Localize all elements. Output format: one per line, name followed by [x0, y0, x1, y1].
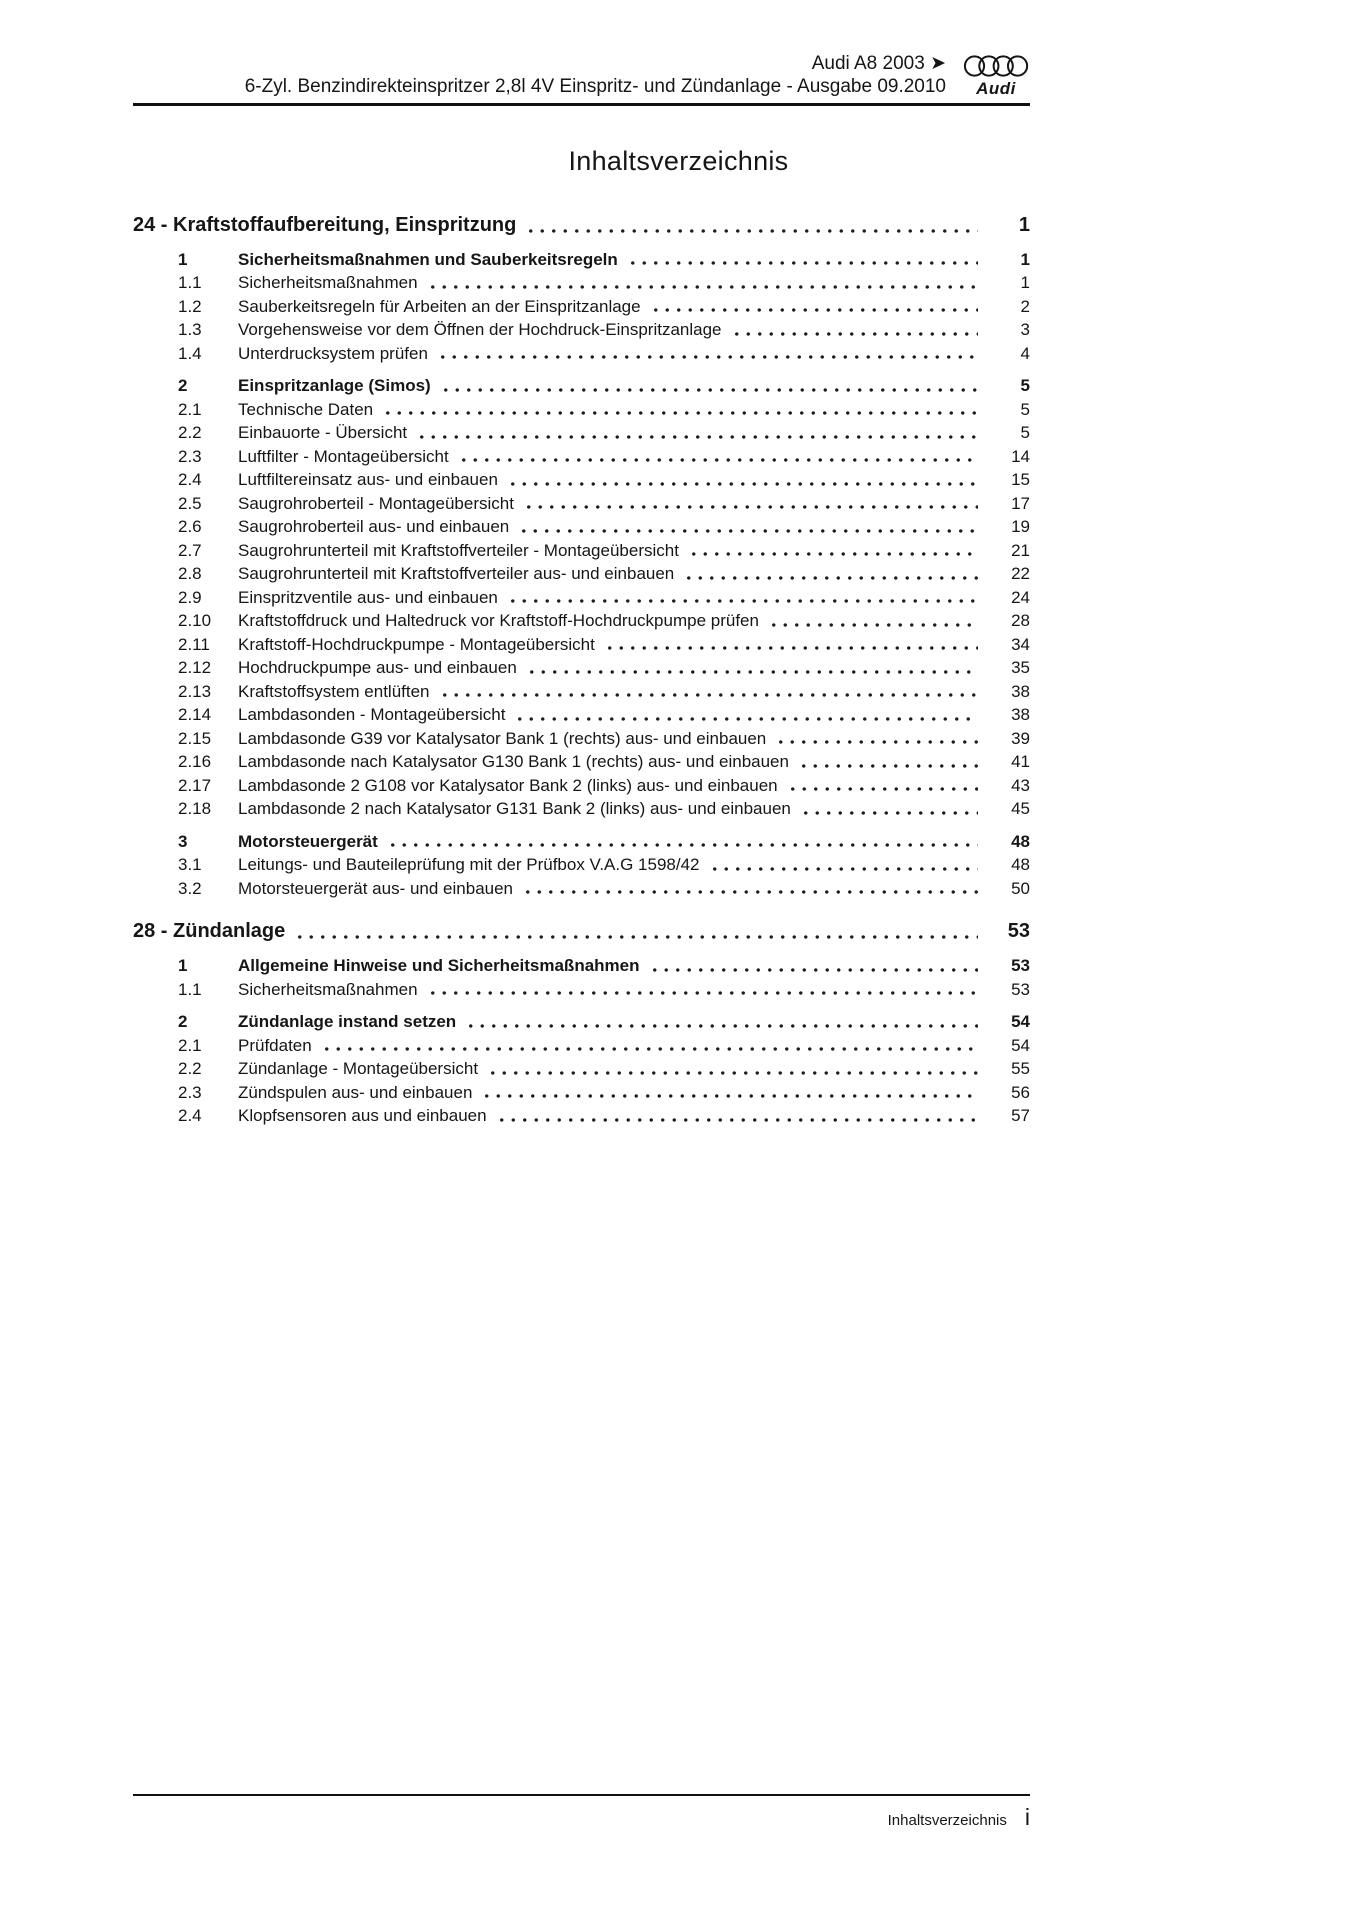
- toc-entry-title: Zündanlage - Montageübersicht: [238, 1059, 479, 1078]
- toc-entry-title: Zündanlage instand setzen: [238, 1012, 457, 1031]
- toc-entry-title: Zündspulen aus- und einbauen: [238, 1082, 473, 1102]
- toc-entry-number: 3.2: [178, 878, 202, 898]
- toc-entry-page: 43: [1011, 775, 1030, 795]
- footer-page-number: i: [1024, 1803, 1030, 1830]
- dot-leader: [382, 398, 978, 422]
- dot-leader: [649, 954, 979, 978]
- toc-entry-number: 2.14: [178, 705, 212, 724]
- toc-entry-row: [133, 421, 1030, 445]
- toc-entry-title: Lambdasonde 2 nach Katalysator G131 Bank 2 (links) aus- und einbauen: [238, 799, 791, 818]
- dot-leader: [427, 271, 978, 295]
- toc-entry-number: 2.10: [178, 611, 212, 630]
- toc-entry-row: [133, 398, 1030, 422]
- toc-entry-page: 55: [1011, 1059, 1030, 1078]
- dot-leader: [507, 468, 978, 492]
- toc-entry-title: Hochdruckpumpe aus- und einbauen: [238, 658, 517, 677]
- dot-leader: [523, 492, 978, 516]
- toc-chapter-title: 24 - Kraftstoffaufbereitung, Einspritzung: [133, 213, 517, 236]
- dot-leader: [650, 295, 978, 319]
- toc-entry-row: [133, 445, 1030, 469]
- toc-entry-number: 2.8: [178, 564, 202, 583]
- dot-leader: [440, 374, 978, 398]
- toc-entry-page: 54: [1011, 1012, 1030, 1031]
- toc-entry-number: 2.4: [178, 470, 202, 489]
- toc-entry-number: 2.18: [178, 799, 212, 818]
- toc-entry-page: 5: [1020, 399, 1030, 419]
- toc-chapter-title: 28 - Zündanlage: [133, 920, 286, 942]
- toc-entry-page: 50: [1011, 878, 1030, 898]
- toc-entry-number: 2.1: [178, 1035, 202, 1055]
- toc-entry-number: 3: [178, 831, 188, 851]
- toc-entry-row: [133, 877, 1030, 901]
- toc-entry-page: 1: [1020, 249, 1030, 269]
- dot-leader: [514, 703, 978, 727]
- toc-entry-row: [133, 680, 1030, 704]
- toc-entry-row: [133, 318, 1030, 342]
- dot-leader: [437, 342, 978, 366]
- toc-entry-row: [133, 248, 1030, 272]
- toc-entry-title: Leitungs- und Bauteileprüfung mit der Prüfbox V.A.G 1598/42: [238, 855, 700, 874]
- dot-leader: [416, 421, 978, 445]
- toc-entry-title: Einbauorte - Übersicht: [238, 423, 408, 442]
- toc-entry-row: [133, 1010, 1030, 1034]
- toc-entry-title: Einspritzanlage (Simos): [238, 376, 431, 395]
- toc-entry-number: 2.2: [178, 423, 202, 442]
- toc-entry-title: Saugrohrunterteil mit Kraftstoffverteiler - Montageübersicht: [238, 540, 679, 560]
- toc-entry-title: Lambdasonden - Montageübersicht: [238, 705, 506, 724]
- toc-chapter-page: 1: [1018, 213, 1030, 236]
- toc-entry-number: 2.12: [178, 658, 212, 677]
- toc-entry-row: [133, 978, 1030, 1002]
- toc-entry-page: 56: [1011, 1082, 1030, 1102]
- toc-entry-title: Luftfiltereinsatz aus- und einbauen: [238, 470, 498, 489]
- toc-entry-row: [133, 492, 1030, 516]
- toc-entry-number: 1: [178, 249, 188, 269]
- toc-entry-number: 2.2: [178, 1059, 202, 1078]
- toc-entry-title: Motorsteuergerät: [238, 831, 378, 851]
- toc-entry-page: 14: [1011, 446, 1030, 466]
- toc-entry-number: 2.3: [178, 1082, 202, 1102]
- toc-entry-title: Motorsteuergerät aus- und einbauen: [238, 878, 514, 898]
- toc-entry-page: 54: [1011, 1035, 1030, 1055]
- toc-entry-number: 2.15: [178, 728, 212, 748]
- toc-entry-number: 2.4: [178, 1106, 202, 1125]
- toc-entry-title: Luftfilter - Montageübersicht: [238, 446, 449, 466]
- toc-entry-number: 2.6: [178, 517, 202, 536]
- toc-entry-row: [133, 342, 1030, 366]
- toc-entry-row: [133, 1081, 1030, 1105]
- toc-entry-number: 2.9: [178, 587, 202, 607]
- toc-entry-number: 2.3: [178, 446, 202, 466]
- page-title: Inhaltsverzeichnis: [568, 145, 789, 176]
- toc-entry-number: 1: [178, 956, 188, 975]
- toc-entry-title: Technische Daten: [238, 399, 374, 419]
- toc-entry-page: 53: [1011, 956, 1030, 975]
- toc-entry-row: [133, 539, 1030, 563]
- dot-leader: [798, 750, 978, 774]
- toc-entry-row: [133, 656, 1030, 680]
- toc-entry-number: 2: [178, 376, 188, 395]
- toc-entry-row: [133, 853, 1030, 877]
- toc-entry-page: 21: [1011, 540, 1030, 560]
- dot-leader: [439, 680, 979, 704]
- toc-entry-title: Sicherheitsmaßnahmen: [238, 273, 418, 292]
- dot-leader: [458, 445, 978, 469]
- toc-entry-number: 2.11: [178, 634, 210, 654]
- dot-leader: [518, 515, 978, 539]
- toc-entry-number: 1.1: [178, 979, 202, 999]
- toc-entry-title: Unterdrucksystem prüfen: [238, 343, 428, 363]
- toc-entry-row: [133, 562, 1030, 586]
- audi-wordmark: Audi: [976, 79, 1016, 98]
- toc-entry-number: 1.3: [178, 320, 202, 339]
- toc-entry-row: [133, 727, 1030, 751]
- table-of-contents: [133, 211, 1030, 1128]
- toc-entry-row: [133, 515, 1030, 539]
- dot-leader: [526, 656, 978, 680]
- dot-leader: [731, 318, 978, 342]
- header-subtitle-line: 6-Zyl. Benzindirekteinspritzer 2,8l 4V Einspritz- und Zündanlage - Ausgabe 09.2010: [244, 76, 946, 97]
- dot-leader: [775, 727, 978, 751]
- toc-chapter-row: [133, 211, 1030, 239]
- dot-leader: [427, 978, 978, 1002]
- toc-entry-number: 1.4: [178, 343, 202, 363]
- toc-entry-row: [133, 295, 1030, 319]
- document-header: [133, 0, 1030, 98]
- dot-leader: [522, 877, 978, 901]
- toc-entry-page: 53: [1011, 979, 1030, 999]
- toc-entry-page: 48: [1011, 855, 1030, 874]
- toc-entry-row: [133, 633, 1030, 657]
- dot-leader: [496, 1104, 978, 1128]
- toc-entry-row: [133, 271, 1030, 295]
- toc-entry-page: 19: [1011, 517, 1030, 536]
- dot-leader: [683, 562, 978, 586]
- dot-leader: [507, 586, 978, 610]
- document-footer: [133, 1794, 1030, 1831]
- dot-leader: [525, 211, 978, 239]
- toc-entry-title: Kraftstoffsystem entlüften: [238, 681, 430, 701]
- toc-entry-page: 38: [1011, 681, 1030, 701]
- toc-entry-row: [133, 774, 1030, 798]
- toc-entry-page: 38: [1011, 705, 1030, 724]
- audi-rings-icon: [963, 53, 1029, 79]
- toc-entry-page: 24: [1011, 587, 1030, 607]
- toc-entry-row: [133, 703, 1030, 727]
- toc-entry-title: Saugrohroberteil - Montageübersicht: [238, 493, 514, 513]
- toc-entry-page: 28: [1011, 611, 1030, 630]
- toc-entry-title: Einspritzventile aus- und einbauen: [238, 587, 498, 607]
- toc-entry-title: Lambdasonde G39 vor Katalysator Bank 1 (rechts) aus- und einbauen: [238, 728, 767, 748]
- toc-entry-number: 2.17: [178, 775, 212, 795]
- dot-leader: [800, 797, 978, 821]
- dot-leader: [627, 248, 978, 272]
- header-divider: [133, 103, 1030, 106]
- toc-entry-row: [133, 609, 1030, 633]
- dot-leader: [321, 1034, 978, 1058]
- toc-entry-page: 15: [1011, 470, 1030, 489]
- toc-entry-number: 2.5: [178, 493, 202, 513]
- dot-leader: [604, 633, 978, 657]
- toc-entry-title: Sicherheitsmaßnahmen: [238, 979, 418, 999]
- toc-entry-number: 2.7: [178, 540, 202, 560]
- toc-chapter-page: 53: [1007, 920, 1030, 942]
- toc-entry-page: 5: [1020, 376, 1030, 395]
- toc-entry-number: 2.1: [178, 399, 202, 419]
- toc-entry-row: [133, 1034, 1030, 1058]
- toc-entry-title: Saugrohroberteil aus- und einbauen: [238, 517, 510, 536]
- toc-entry-title: Vorgehensweise vor dem Öffnen der Hochdruck-Einspritzanlage: [238, 320, 722, 339]
- toc-entry-row: [133, 954, 1030, 978]
- toc-entry-row: [133, 374, 1030, 398]
- dot-leader: [768, 609, 978, 633]
- toc-chapter-row: [133, 917, 1030, 945]
- toc-entry-page: 34: [1011, 634, 1030, 654]
- toc-entry-title: Sicherheitsmaßnahmen und Sauberkeitsregeln: [238, 249, 618, 269]
- toc-entry-number: 2: [178, 1012, 188, 1031]
- toc-entry-title: Klopfsensoren aus und einbauen: [238, 1106, 487, 1125]
- dot-leader: [294, 917, 978, 945]
- toc-entry-title: Allgemeine Hinweise und Sicherheitsmaßnahmen: [238, 956, 640, 975]
- toc-entry-page: 2: [1020, 296, 1030, 316]
- header-model-line: Audi A8 2003 ➤: [811, 53, 946, 74]
- toc-entry-title: Kraftstoff-Hochdruckpumpe - Montageübersicht: [238, 634, 595, 654]
- toc-entry-title: Lambdasonde nach Katalysator G130 Bank 1 (rechts) aus- und einbauen: [238, 752, 789, 771]
- toc-entry-page: 39: [1011, 728, 1030, 748]
- toc-entry-page: 48: [1011, 831, 1030, 851]
- header-text-block: [245, 52, 946, 98]
- toc-entry-page: 22: [1011, 564, 1030, 583]
- toc-entry-number: 2.16: [178, 752, 212, 771]
- toc-entry-page: 41: [1011, 752, 1030, 771]
- toc-entry-page: 35: [1011, 658, 1030, 677]
- toc-entry-number: 1.2: [178, 296, 202, 316]
- toc-entry-row: [133, 797, 1030, 821]
- dot-leader: [688, 539, 978, 563]
- toc-entry-page: 3: [1020, 320, 1030, 339]
- dot-leader: [465, 1010, 978, 1034]
- toc-entry-row: [133, 468, 1030, 492]
- audi-brand-block: [962, 53, 1030, 98]
- toc-entry-page: 4: [1020, 343, 1030, 363]
- toc-entry-page: 57: [1011, 1106, 1030, 1125]
- toc-entry-row: [133, 1104, 1030, 1128]
- footer-text-block: [133, 1796, 1030, 1831]
- toc-entry-page: 5: [1020, 423, 1030, 442]
- toc-entry-row: [133, 750, 1030, 774]
- dot-leader: [787, 774, 978, 798]
- dot-leader: [387, 830, 978, 854]
- toc-entry-title: Lambdasonde 2 G108 vor Katalysator Bank 2 (links) aus- und einbauen: [238, 775, 778, 795]
- toc-entry-number: 1.1: [178, 273, 202, 292]
- toc-entry-title: Saugrohrunterteil mit Kraftstoffverteiler aus- und einbauen: [238, 564, 675, 583]
- toc-entry-row: [133, 586, 1030, 610]
- toc-entry-page: 1: [1020, 273, 1030, 292]
- toc-entry-title: Kraftstoffdruck und Haltedruck vor Kraftstoff-Hochdruckpumpe prüfen: [238, 611, 759, 630]
- toc-entry-title: Sauberkeitsregeln für Arbeiten an der Einspritzanlage: [238, 296, 641, 316]
- footer-label: Inhaltsverzeichnis: [887, 1811, 1007, 1829]
- toc-entry-number: 3.1: [178, 855, 202, 874]
- dot-leader: [487, 1057, 978, 1081]
- dot-leader: [481, 1081, 978, 1105]
- toc-entry-row: [133, 1057, 1030, 1081]
- toc-entry-page: 17: [1011, 493, 1030, 513]
- toc-entry-number: 2.13: [178, 681, 212, 701]
- toc-entry-row: [133, 830, 1030, 854]
- toc-entry-title: Prüfdaten: [238, 1035, 312, 1055]
- dot-leader: [709, 853, 978, 877]
- toc-entry-page: 45: [1011, 799, 1030, 818]
